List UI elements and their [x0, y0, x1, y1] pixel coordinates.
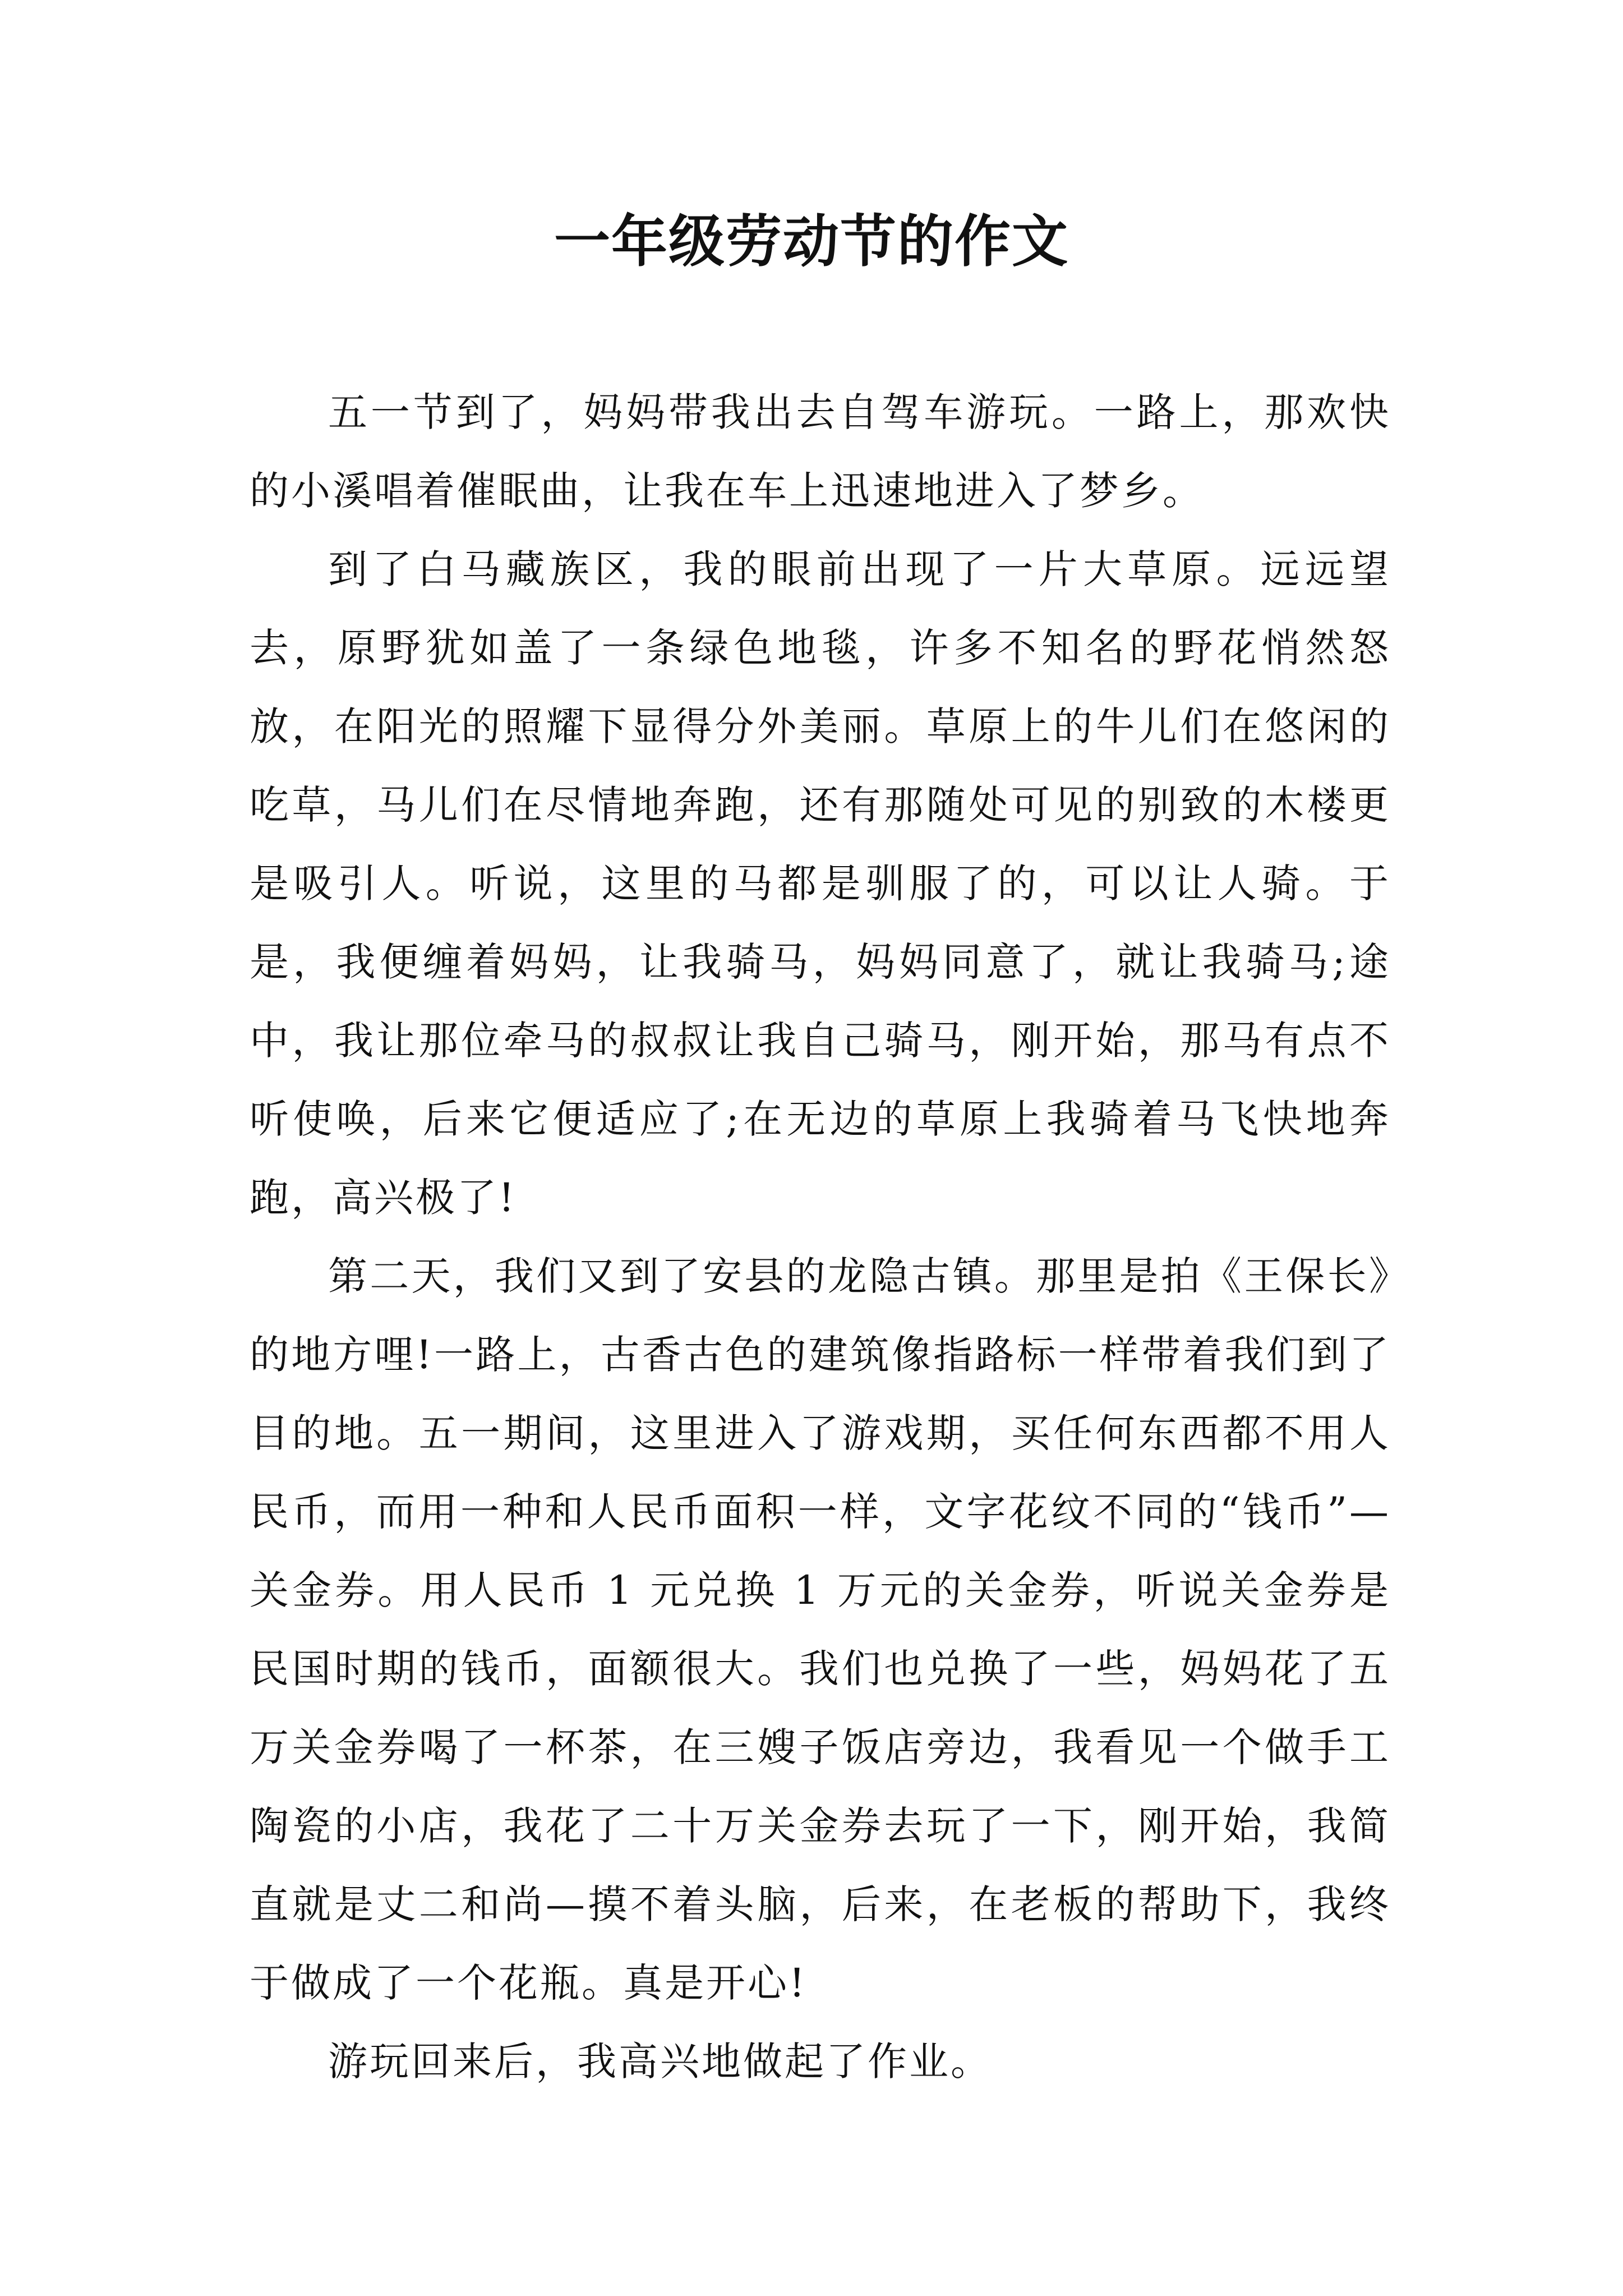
paragraph-1: 五一节到了，妈妈带我出去自驾车游玩。一路上，那欢快的小溪唱着催眠曲，让我在车上迅速地进入了梦乡。	[250, 389, 1391, 514]
paragraph-3: 第二天，我们又到了安县的龙隐古镇。那里是拍《王保长》的地方哩!一路上，古香古色的建筑像指路标一样带着我们到了目的地。五一期间，这里进入了游戏期，买任何东西都不用人民币，而用一种和人民币面积一样，文字花纹不同的“钱币”—关金券。用人民币 1 元兑换 1 万元的关金券，听说关金券是民国时期的钱币，面额很大。我们也兑换了一些，妈妈花了五万关金券喝了一杯茶，在三嫂子饭店旁边，我看见一个做手工陶瓷的小店，我花了二十万关金券去玩了一下，刚开始，我简直就是丈二和尚—摸不着头脑，后来，在老板的帮助下，我终于做成了一个花瓶。真是开心!	[250, 1253, 1391, 2006]
essay-body	[250, 373, 1391, 2101]
paragraph-2: 到了白马藏族区，我的眼前出现了一片大草原。远远望去，原野犹如盖了一条绿色地毯，许多不知名的野花悄然怒放，在阳光的照耀下显得分外美丽。草原上的牛儿们在悠闲的吃草，马儿们在尽情地奔跑，还有那随处可见的别致的木楼更是吸引人。听说，这里的马都是驯服了的，可以让人骑。于是，我便缠着妈妈，让我骑马，妈妈同意了，就让我骑马;途中，我让那位牵马的叔叔让我自己骑马，刚开始，那马有点不听使唤，后来它便适应了;在无边的草原上我骑着马飞快地奔跑，高兴极了!	[250, 546, 1391, 1221]
document-title: 一年级劳动节的作文	[554, 208, 1069, 274]
paragraph-4: 游玩回来后，我高兴地做起了作业。	[328, 2039, 992, 2085]
